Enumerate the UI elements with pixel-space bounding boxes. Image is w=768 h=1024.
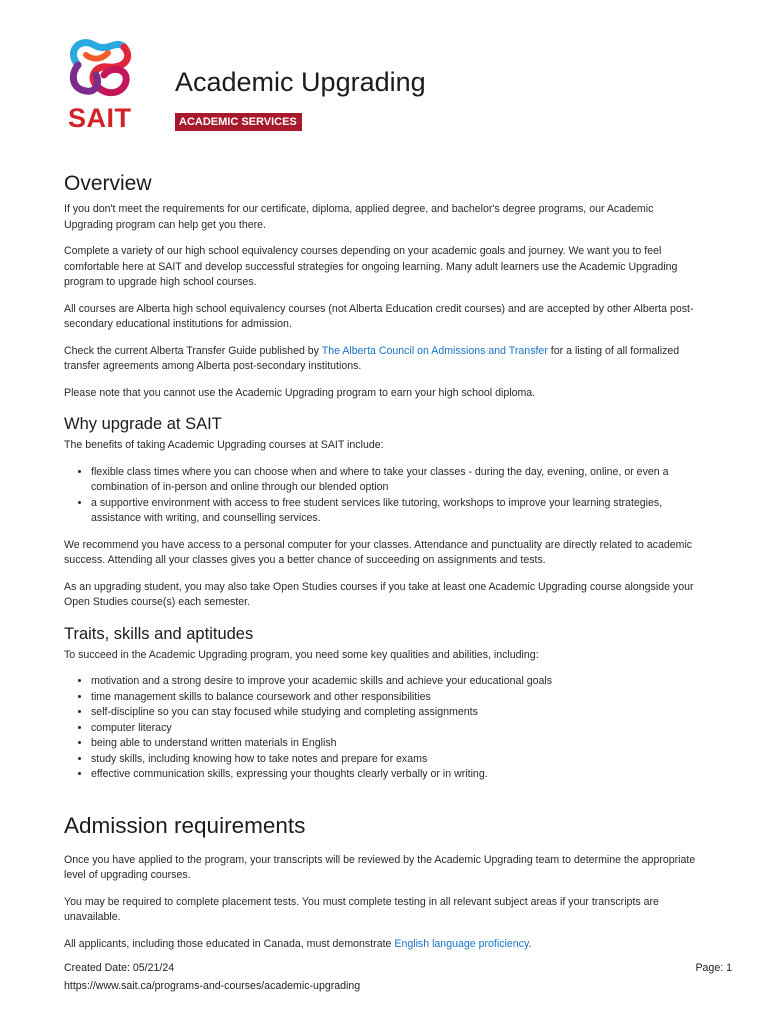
transfer-guide-paragraph <box>64 344 704 375</box>
source-url: https://www.sait.ca/programs-and-courses/academic-upgrading <box>64 980 361 992</box>
list-item: • time management skills to balance coursework and other responsibilities <box>91 690 704 706</box>
page-number: Page: 1 <box>695 962 732 974</box>
list-item: • flexible class times where you can choose when and where to take your classes - during the day, evening, online, or even a combination of in-person and online through our blended option <box>91 465 704 496</box>
main-content <box>64 172 704 963</box>
page-title: Academic Upgrading <box>175 67 426 97</box>
list-item: • computer literacy <box>91 721 704 737</box>
list-item: • being able to understand written materials in English <box>91 736 704 752</box>
overview-paragraph: Please note that you cannot use the Academic Upgrading program to earn your high school diploma. <box>64 386 536 399</box>
logo-wordmark: SAIT <box>68 103 132 133</box>
sait-logo <box>64 35 136 133</box>
why-intro: The benefits of taking Academic Upgrading courses at SAIT include: <box>64 439 384 451</box>
benefits-list <box>64 465 704 527</box>
list-item: • study skills, including knowing how to take notes and prepare for exams <box>91 752 704 768</box>
admission-paragraph: Once you have applied to the program, your transcripts will be reviewed by the Academic Upgrading team to determine the appropriate level of upgrading courses. <box>64 853 696 881</box>
created-date: Created Date: 05/21/24 <box>64 962 175 974</box>
why-paragraph: As an upgrading student, you may also take Open Studies courses if you take at least one Academic Upgrading course alongside your Open Studies course(s) each semester. <box>64 580 694 608</box>
paragraph-text: All applicants, including those educated in Canada, must demonstrate <box>64 937 395 950</box>
sait-knot-icon <box>64 35 136 105</box>
category-badge: ACADEMIC SERVICES <box>175 113 302 131</box>
list-item: • self-discipline so you can stay focused while studying and completing assignments <box>91 705 704 721</box>
overview-paragraph: Complete a variety of our high school equivalency courses depending on your academic goals and journey. We want you to feel comfortable here at SAIT and develop successful strategies for ongoing learning. Many adult learners use the Academic Upgrading program to upgrade high school courses. <box>64 245 678 288</box>
traits-list <box>64 674 704 783</box>
english-proficiency-paragraph <box>64 937 704 953</box>
paragraph-text: Check the current Alberta Transfer Guide published by <box>64 344 322 357</box>
overview-heading: Overview <box>64 172 152 195</box>
why-heading: Why upgrade at SAIT <box>64 415 222 433</box>
why-paragraph: We recommend you have access to a personal computer for your classes. Attendance and punctuality are directly related to academic success. Attending all your classes gives you a better chance of succeeding on assignments and tests. <box>64 538 693 566</box>
overview-paragraph: All courses are Alberta high school equivalency courses (not Alberta Education credit courses) and are accepted by other Alberta post-secondary educational institutions for admission. <box>64 302 694 330</box>
admission-paragraph: You may be required to complete placement tests. You must complete testing in all relevant subject areas if your transcripts are unavailable. <box>64 895 659 923</box>
list-item: • effective communication skills, expressing your thoughts clearly verbally or in writing. <box>91 767 704 783</box>
list-item: • motivation and a strong desire to improve your academic skills and achieve your educational goals <box>91 674 704 690</box>
overview-paragraph: If you don't meet the requirements for our certificate, diploma, applied degree, and bachelor's degree programs, our Academic Upgrading program can help get you there. <box>64 203 654 231</box>
admission-heading: Admission requirements <box>64 812 306 838</box>
list-item: • a supportive environment with access to free student services like tutoring, workshops to improve your learning strategies, assistance with writing, and counselling services. <box>91 496 704 527</box>
paragraph-text: for a listing of all formalized transfer agreements among Alberta post-secondary institutions. <box>64 344 680 372</box>
traits-heading: Traits, skills and aptitudes <box>64 624 254 643</box>
acat-link[interactable]: The Alberta Council on Admissions and Transfer <box>321 344 548 357</box>
traits-intro: To succeed in the Academic Upgrading program, you need some key qualities and abilities, including: <box>64 648 539 661</box>
english-proficiency-link[interactable]: English language proficiency <box>394 937 529 950</box>
paragraph-text: . <box>528 937 532 950</box>
